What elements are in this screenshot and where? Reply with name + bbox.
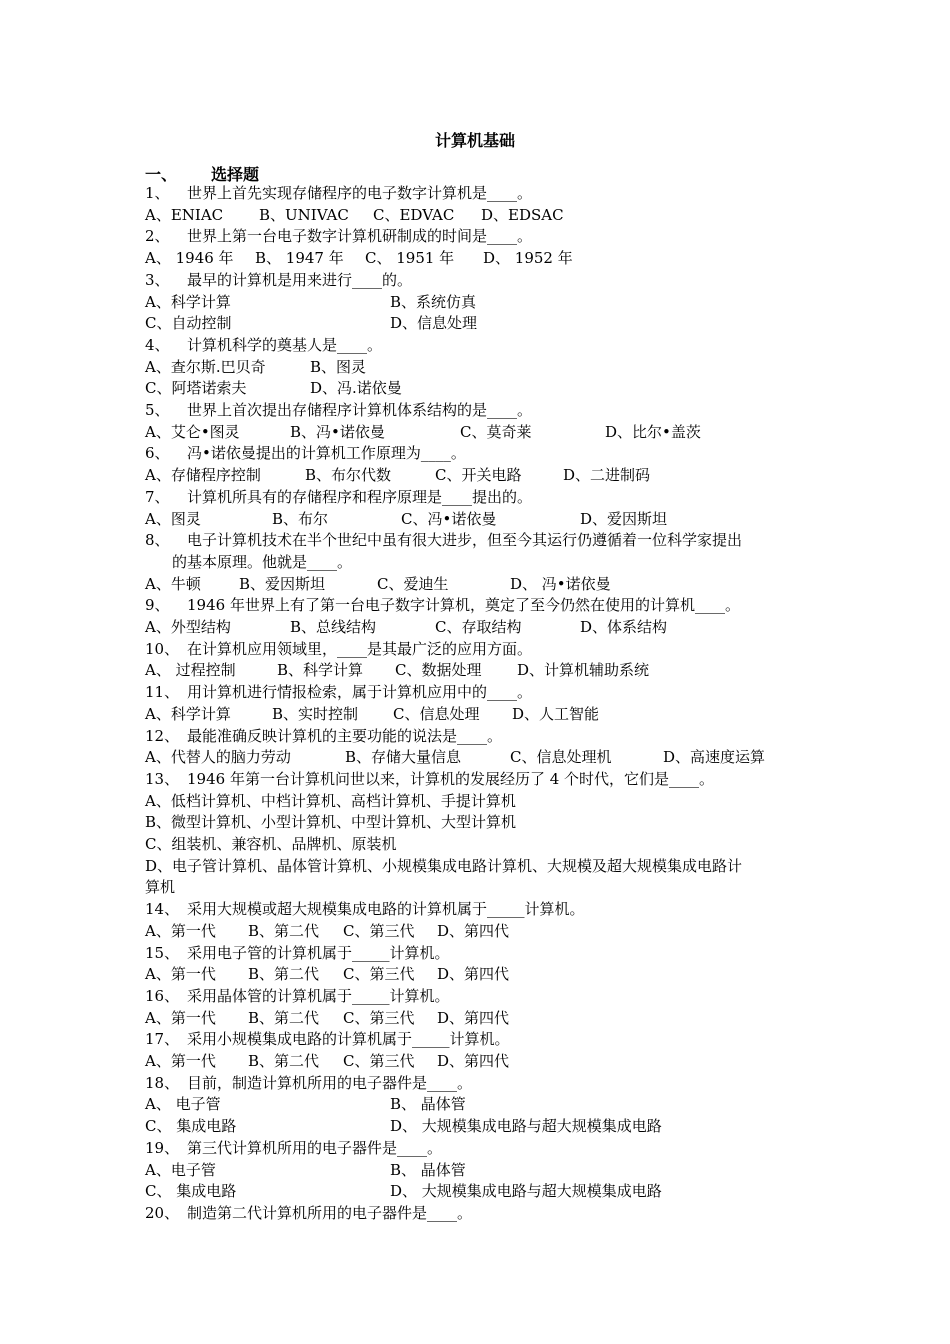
option-choice: C、组装机、兼容机、品牌机、原装机 bbox=[145, 835, 397, 853]
question-number: 13、 bbox=[145, 769, 180, 788]
question-number: 18、 bbox=[145, 1073, 180, 1092]
option-choice: D、电子管计算机、晶体管计算机、小规模集成电路计算机、大规模及超大规模集成电路计 bbox=[145, 856, 743, 875]
option-choice: B、 1947 年 bbox=[255, 249, 344, 268]
question-text: 最能准确反映计算机的主要功能的说法是____。 bbox=[187, 726, 503, 745]
option-choice: A、图灵 bbox=[145, 509, 201, 528]
option-choice: B、存储大量信息 bbox=[345, 748, 462, 767]
question-line bbox=[145, 769, 714, 789]
option-choice: C、开关电路 bbox=[435, 466, 522, 485]
question-line bbox=[145, 335, 382, 355]
question-number: 10、 bbox=[145, 639, 180, 658]
question-text: 世界上第一台电子数字计算机研制成的时间是____。 bbox=[187, 227, 533, 246]
question-number: 14、 bbox=[145, 900, 180, 919]
option-choice: A、查尔斯.巴贝奇 bbox=[145, 357, 266, 376]
section-label: 选择题 bbox=[211, 165, 260, 184]
question-number: 12、 bbox=[145, 726, 180, 745]
question-line bbox=[145, 443, 466, 463]
question-line bbox=[145, 726, 502, 746]
option-choice: C、自动控制 bbox=[145, 314, 232, 333]
option-choice: B、科学计算 bbox=[277, 661, 364, 680]
option-choice: A、电子管 bbox=[145, 1160, 216, 1179]
option-choice: B、第二代 bbox=[248, 965, 320, 984]
option-choice: A、 过程控制 bbox=[145, 661, 236, 680]
question-line bbox=[145, 183, 532, 203]
option-choice: D、第四代 bbox=[437, 1008, 510, 1027]
option-choice: D、体系结构 bbox=[580, 618, 668, 636]
document-title: 计算机基础 bbox=[434, 131, 515, 150]
question-line bbox=[145, 400, 532, 420]
option-choice: A、第一代 bbox=[145, 921, 216, 940]
option-choice: B、 晶体管 bbox=[390, 1095, 466, 1114]
question-line bbox=[145, 682, 532, 702]
question-number: 8、 bbox=[145, 531, 170, 550]
option-choice: C、第三代 bbox=[343, 1052, 415, 1070]
option-choice: C、第三代 bbox=[343, 1008, 415, 1027]
option-choice: A、牛顿 bbox=[145, 574, 201, 593]
question-text: 用计算机进行情报检索，属于计算机应用中的____。 bbox=[187, 683, 533, 702]
option-choice: A、第一代 bbox=[145, 1052, 216, 1070]
question-number: 7、 bbox=[145, 487, 170, 506]
section-number: 一、 bbox=[145, 165, 178, 184]
option-choice: C、莫奇莱 bbox=[460, 422, 532, 441]
question-number: 3、 bbox=[145, 270, 170, 289]
option-choice: C、存取结构 bbox=[435, 618, 522, 636]
option-choice: C、阿塔诺索夫 bbox=[145, 379, 247, 398]
question-number: 6、 bbox=[145, 444, 170, 463]
option-choice: D、爱因斯坦 bbox=[580, 509, 668, 528]
question-number: 4、 bbox=[145, 335, 170, 354]
question-number: 2、 bbox=[145, 227, 170, 246]
option-choice: D、信息处理 bbox=[390, 314, 478, 333]
option-choice: A、存储程序控制 bbox=[145, 466, 261, 485]
option-choice: A、科学计算 bbox=[145, 704, 231, 723]
option-choice: D、 大规模集成电路与超大规模集成电路 bbox=[390, 1182, 662, 1201]
question-number: 20、 bbox=[145, 1203, 180, 1222]
option-choice: D、第四代 bbox=[437, 1052, 510, 1070]
question-line bbox=[145, 943, 450, 963]
question-text: 在计算机应用领域里，____是其最广泛的应用方面。 bbox=[187, 639, 533, 658]
question-number: 15、 bbox=[145, 943, 180, 962]
option-choice: C、数据处理 bbox=[395, 661, 482, 680]
question-number: 5、 bbox=[145, 401, 170, 419]
question-text-continued: 的基本原理。他就是____。 bbox=[172, 552, 353, 571]
option-choice: D、比尔•盖茨 bbox=[605, 422, 701, 441]
option-choice: C、爱迪生 bbox=[377, 574, 449, 593]
question-number: 17、 bbox=[145, 1030, 180, 1049]
question-line bbox=[145, 1073, 472, 1093]
question-line bbox=[145, 595, 740, 615]
option-choice: A、科学计算 bbox=[145, 292, 231, 311]
section-heading bbox=[145, 162, 259, 185]
question-line bbox=[145, 1203, 472, 1223]
question-text: 计算机科学的奠基人是____。 bbox=[187, 335, 383, 354]
question-text: 世界上首先实现存储程序的电子数字计算机是____。 bbox=[187, 184, 533, 202]
option-choice: A、 电子管 bbox=[145, 1095, 221, 1114]
option-choice: A、低档计算机、中档计算机、高档计算机、手提计算机 bbox=[145, 791, 516, 810]
question-line bbox=[145, 530, 742, 550]
option-choice: B、 晶体管 bbox=[390, 1160, 466, 1179]
option-choice: B、爱因斯坦 bbox=[239, 574, 326, 593]
question-text: 冯•诺依曼提出的计算机工作原理为____。 bbox=[187, 444, 466, 463]
option-choice: C、 集成电路 bbox=[145, 1182, 237, 1201]
option-choice: B、总线结构 bbox=[290, 618, 377, 636]
question-text: 1946 年第一台计算机问世以来，计算机的发展经历了 4 个时代，它们是____。 bbox=[187, 769, 715, 788]
option-choice: C、 集成电路 bbox=[145, 1117, 237, 1136]
option-choice: C、第三代 bbox=[343, 921, 415, 940]
question-line bbox=[145, 986, 450, 1006]
question-text: 第三代计算机所用的电子器件是____。 bbox=[187, 1138, 443, 1157]
option-choice: B、第二代 bbox=[248, 921, 320, 940]
question-line bbox=[145, 1138, 442, 1158]
question-text: 目前，制造计算机所用的电子器件是____。 bbox=[187, 1073, 473, 1092]
option-choice: B、实时控制 bbox=[272, 704, 359, 723]
question-text: 电子计算机技术在半个世纪中虽有很大进步，但至今其运行仍遵循着一位科学家提出 bbox=[187, 531, 743, 550]
option-choice: B、UNIVAC bbox=[259, 205, 349, 224]
option-choice: A、艾仑•图灵 bbox=[145, 422, 240, 441]
option-choice: A、第一代 bbox=[145, 1008, 216, 1027]
question-number: 19、 bbox=[145, 1138, 180, 1157]
option-choice: B、冯•诺依曼 bbox=[290, 422, 385, 441]
option-choice: D、冯.诺依曼 bbox=[310, 379, 402, 398]
option-choice: D、第四代 bbox=[437, 965, 510, 984]
option-choice: A、外型结构 bbox=[145, 618, 231, 636]
question-text: 采用小规模集成电路的计算机属于_____计算机。 bbox=[187, 1030, 510, 1049]
option-choice: B、第二代 bbox=[248, 1052, 320, 1070]
option-choice: D、 1952 年 bbox=[483, 249, 573, 268]
question-line bbox=[145, 899, 585, 919]
question-text: 最早的计算机是用来进行____的。 bbox=[187, 270, 413, 289]
option-choice: C、第三代 bbox=[343, 965, 415, 984]
option-choice: C、信息处理 bbox=[393, 704, 480, 723]
option-choice: B、布尔代数 bbox=[305, 466, 392, 485]
option-choice: C、冯•诺依曼 bbox=[401, 509, 497, 528]
option-choice: D、 冯•诺依曼 bbox=[510, 574, 611, 593]
question-line bbox=[145, 487, 532, 507]
option-choice: D、高速度运算 bbox=[663, 748, 766, 767]
option-choice: D、EDSAC bbox=[481, 205, 564, 224]
question-text: 计算机所具有的存储程序和程序原理是____提出的。 bbox=[187, 487, 533, 506]
option-choice: 算机 bbox=[145, 878, 176, 897]
option-choice: D、二进制码 bbox=[563, 466, 651, 485]
question-text: 采用电子管的计算机属于_____计算机。 bbox=[187, 943, 450, 962]
question-number: 11、 bbox=[145, 683, 180, 702]
option-choice: C、EDVAC bbox=[373, 205, 455, 224]
question-line bbox=[145, 226, 532, 246]
question-number: 9、 bbox=[145, 596, 170, 615]
option-choice: C、信息处理机 bbox=[510, 748, 612, 767]
question-number: 1、 bbox=[145, 184, 170, 202]
question-line bbox=[145, 639, 532, 659]
option-choice: A、第一代 bbox=[145, 965, 216, 984]
option-choice: D、人工智能 bbox=[512, 704, 600, 723]
option-choice: A、代替人的脑力劳动 bbox=[145, 748, 291, 767]
question-text: 采用晶体管的计算机属于_____计算机。 bbox=[187, 986, 450, 1005]
option-choice: D、 大规模集成电路与超大规模集成电路 bbox=[390, 1117, 662, 1136]
option-choice: D、计算机辅助系统 bbox=[517, 661, 650, 680]
question-line bbox=[145, 1029, 510, 1049]
question-text: 世界上首次提出存储程序计算机体系结构的是____。 bbox=[187, 401, 533, 419]
option-choice: A、ENIAC bbox=[145, 205, 224, 224]
option-choice: B、第二代 bbox=[248, 1008, 320, 1027]
option-choice: B、系统仿真 bbox=[390, 292, 477, 311]
option-choice: B、图灵 bbox=[310, 357, 367, 376]
option-choice: C、 1951 年 bbox=[365, 249, 455, 268]
question-text: 制造第二代计算机所用的电子器件是____。 bbox=[187, 1203, 473, 1222]
question-text: 1946 年世界上有了第一台电子数字计算机，奠定了至今仍然在使用的计算机____。 bbox=[187, 596, 740, 615]
option-choice: D、第四代 bbox=[437, 921, 510, 940]
option-choice: A、 1946 年 bbox=[145, 249, 234, 268]
option-choice: B、布尔 bbox=[272, 509, 329, 528]
question-text: 采用大规模或超大规模集成电路的计算机属于_____计算机。 bbox=[187, 900, 585, 919]
question-line bbox=[145, 270, 412, 290]
option-choice: B、微型计算机、小型计算机、中型计算机、大型计算机 bbox=[145, 813, 517, 832]
question-number: 16、 bbox=[145, 986, 180, 1005]
